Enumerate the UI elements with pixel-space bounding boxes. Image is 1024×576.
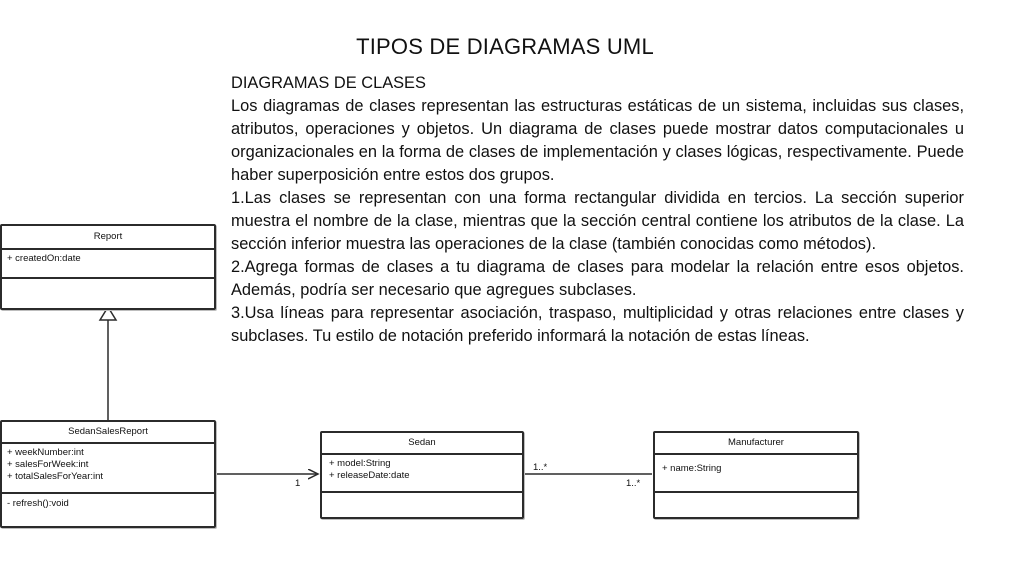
class-operations <box>2 279 214 304</box>
class-attributes <box>2 444 214 494</box>
point-2-paragraph: 2.Agrega formas de clases a tu diagrama de clases para modelar la relación entre esos objetos. Además, podría ser necesario que agregues subclases. <box>231 258 964 299</box>
class-attribute: + totalSalesForYear:int <box>7 471 104 482</box>
intro-paragraph: Los diagramas de clases representan las estructuras estáticas de un sistema, incluidas sus clases, atributos, operaciones y objetos. Un diagrama de clases puede mostrar datos computacionales u organizacionales en la forma de clases de implementación y clases lógicas, respectivamente. Puede haber superposición entre estos dos grupos. <box>231 97 964 184</box>
class-name: Report <box>2 226 214 250</box>
slide-title: TIPOS DE DIAGRAMAS UML <box>356 34 654 59</box>
sedan-sales-report-class-box <box>0 420 216 528</box>
class-attribute: + releaseDate:date <box>329 470 410 481</box>
class-attribute: + name:String <box>662 463 722 474</box>
class-attribute: + createdOn:date <box>7 253 81 264</box>
manufacturer-class-box <box>653 431 859 519</box>
class-name: SedanSalesReport <box>2 422 214 444</box>
class-attributes <box>322 455 522 493</box>
point-3-paragraph: 3.Usa líneas para representar asociación, traspaso, multiplicidad y otras relaciones entre clases y subclases. Tu estilo de notación preferido informará la notación de estas líneas. <box>231 304 964 345</box>
class-attribute: + model:String <box>329 458 391 469</box>
report-sedan-multiplicity: 1 <box>295 478 301 489</box>
sedan-side-multiplicity: 1..* <box>533 462 548 473</box>
class-attribute: + weekNumber:int <box>7 447 84 458</box>
sedan-class-box <box>320 431 524 519</box>
class-operations <box>322 493 522 513</box>
point-1-paragraph: 1.Las clases se representan con una forma rectangular dividida en tercios. La sección superior muestra el nombre de la clase, mientras que la sección central contiene los atributos de la clase. La sección inferior muestra las operaciones de la clase (también conocidas como métodos). <box>231 189 964 253</box>
class-attributes <box>2 250 214 279</box>
class-name: Sedan <box>322 433 522 455</box>
section-heading: DIAGRAMAS DE CLASES <box>231 74 426 92</box>
manufacturer-side-multiplicity: 1..* <box>626 478 641 489</box>
class-operations <box>655 493 857 513</box>
class-attribute: + salesForWeek:int <box>7 459 89 470</box>
class-operations <box>2 494 214 522</box>
report-class-box <box>0 224 216 310</box>
class-attributes <box>655 455 857 493</box>
class-name: Manufacturer <box>655 433 857 455</box>
class-operation: - refresh():void <box>7 498 69 509</box>
